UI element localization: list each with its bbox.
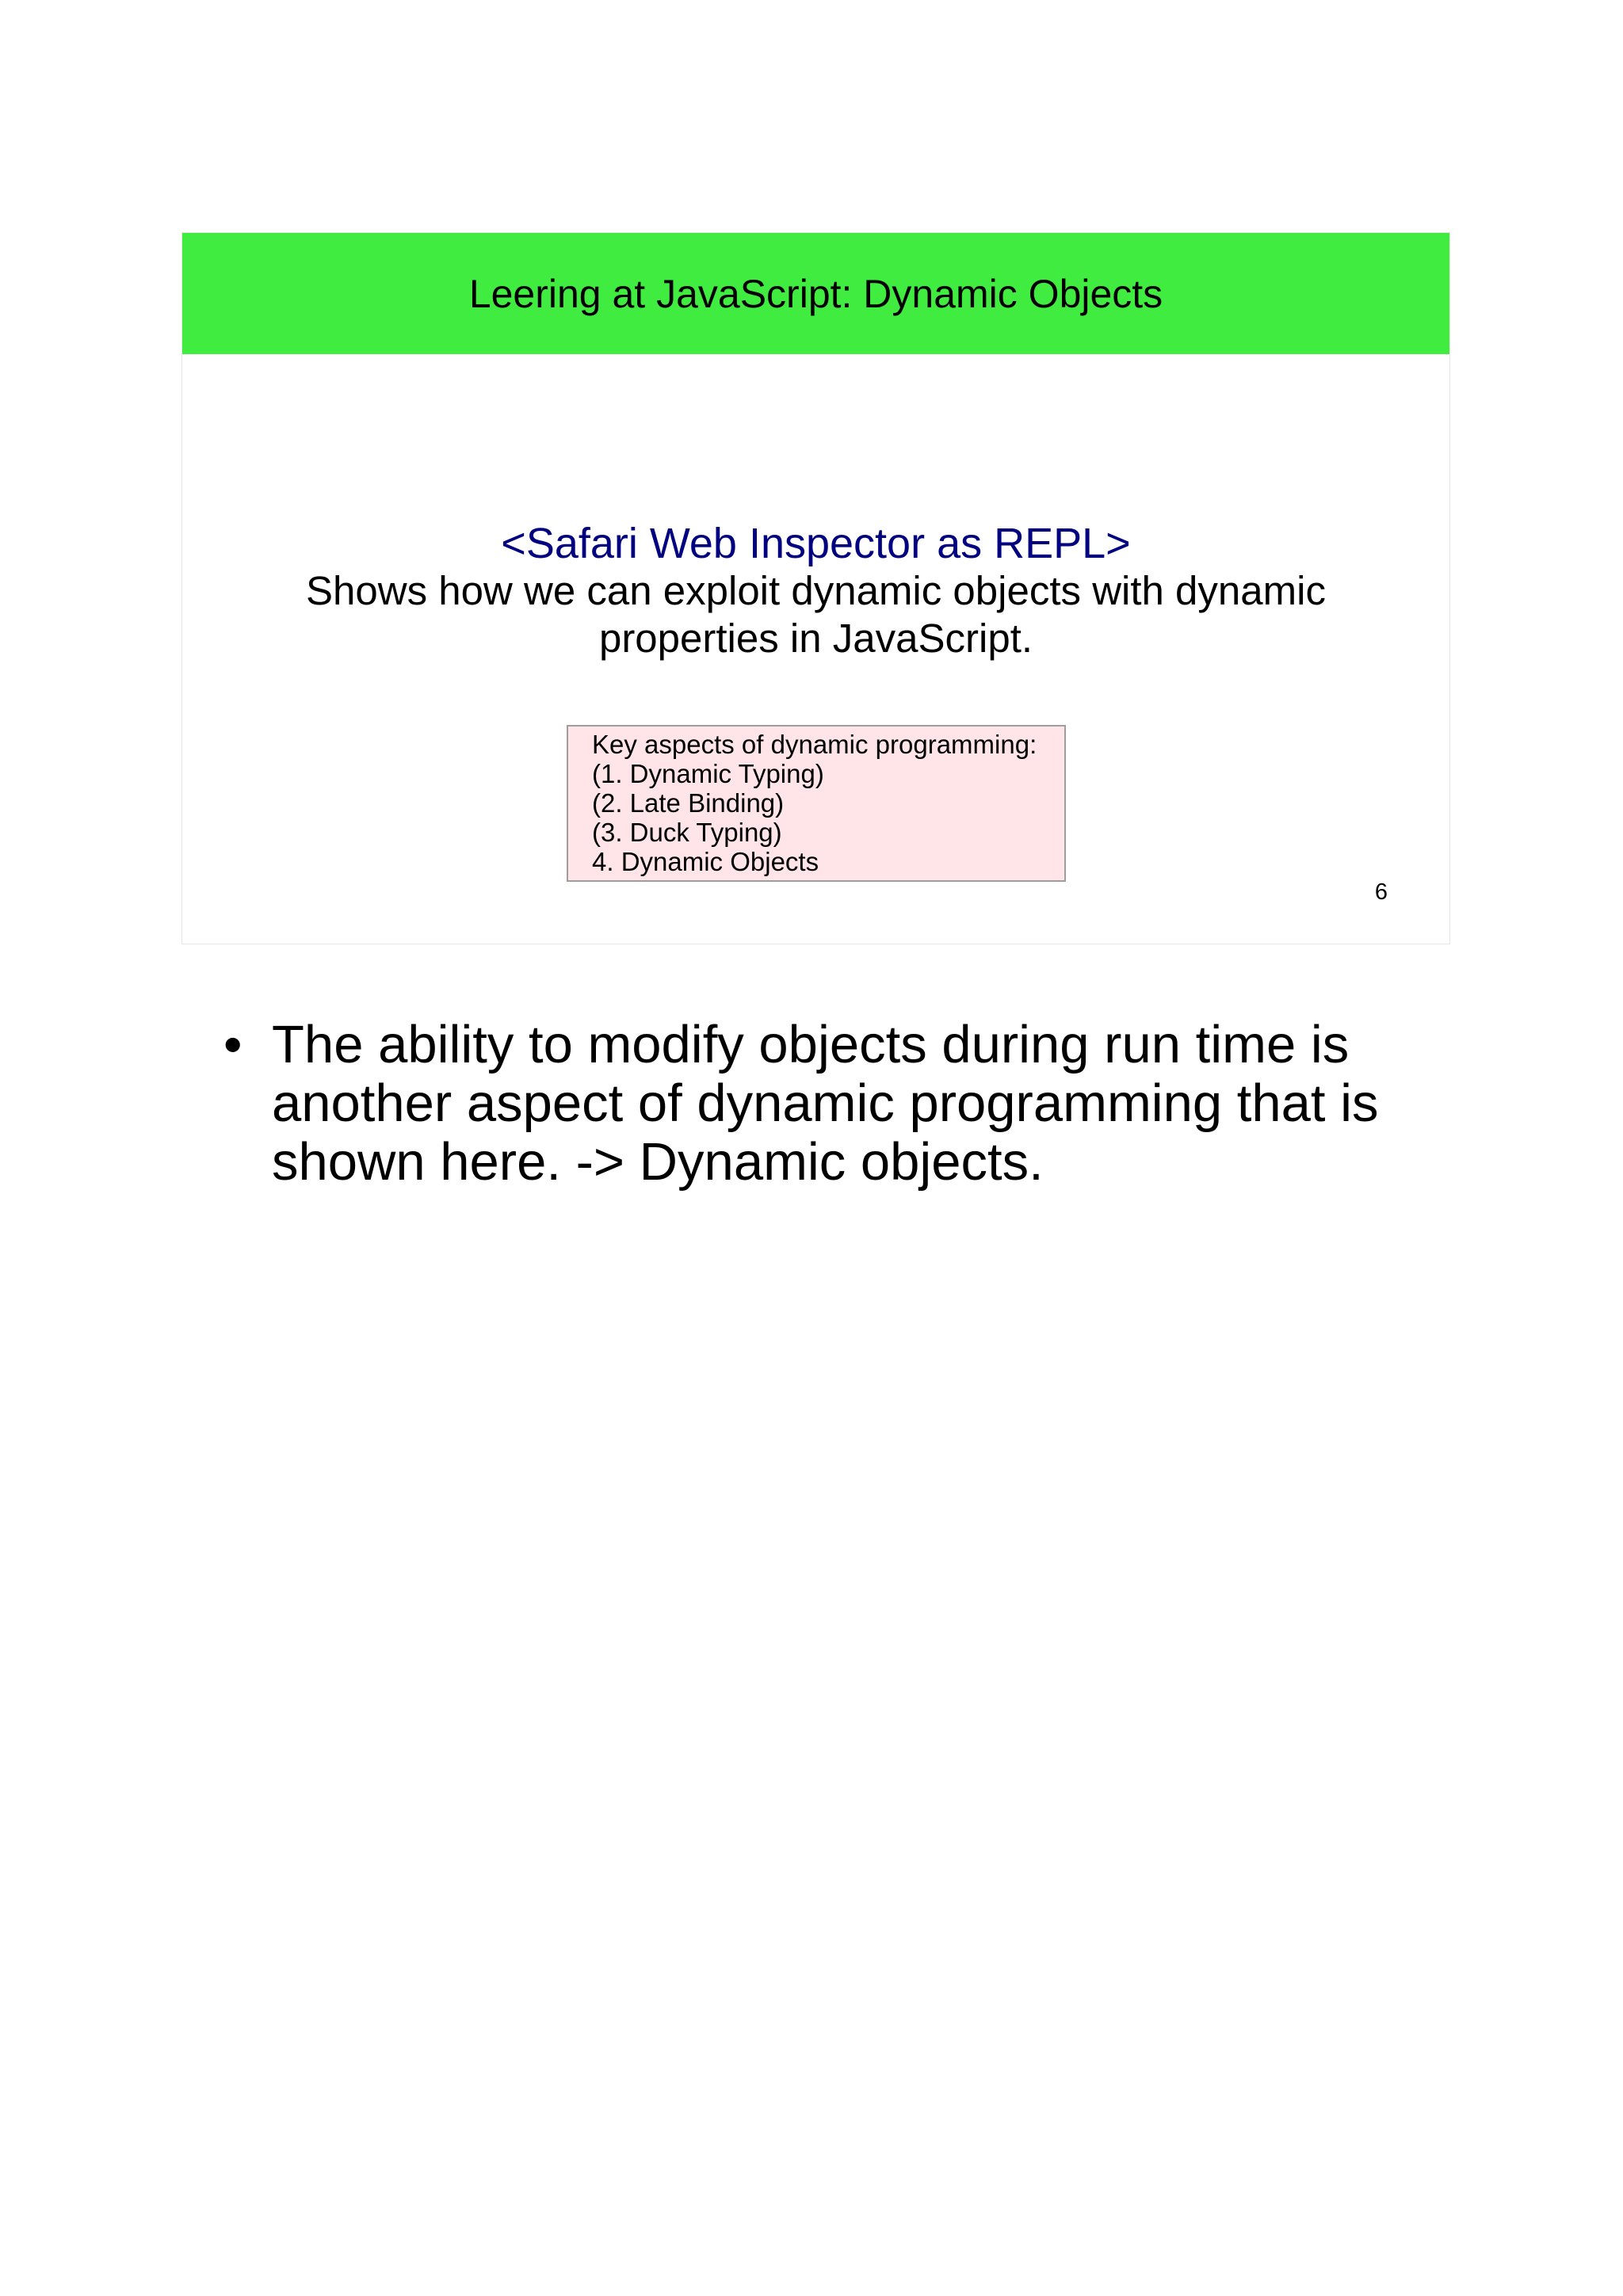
bullet-icon: • [223,1015,242,1074]
note-paragraph [272,1016,1379,1192]
slide-page-number: 6 [1374,879,1388,905]
note-line: another aspect of dynamic programming that is [272,1074,1379,1133]
key-aspect-item: 4. Dynamic Objects [592,847,819,876]
key-aspect-item: (2. Late Binding) [592,788,785,818]
note-line: shown here. -> Dynamic objects. [272,1132,1044,1192]
slide-subtitle: <Safari Web Inspector as REPL> [501,520,1131,567]
slide-thumbnail [181,232,1450,944]
key-aspect-item: (1. Dynamic Typing) [592,759,824,788]
slide-header-bar [182,233,1449,354]
note-line: The ability to modify objects during run time is [272,1015,1350,1074]
key-aspect-item: (3. Duck Typing) [592,818,782,847]
slide-description-line: properties in JavaScript. [598,616,1033,661]
slide-description-line: Shows how we can exploit dynamic objects with dynamic [306,568,1326,613]
slide-title: Leering at JavaScript: Dynamic Objects [468,271,1163,316]
key-aspects-heading: Key aspects of dynamic programming: [592,730,1037,759]
key-aspects-box [567,725,1066,882]
slide-description [182,567,1449,662]
